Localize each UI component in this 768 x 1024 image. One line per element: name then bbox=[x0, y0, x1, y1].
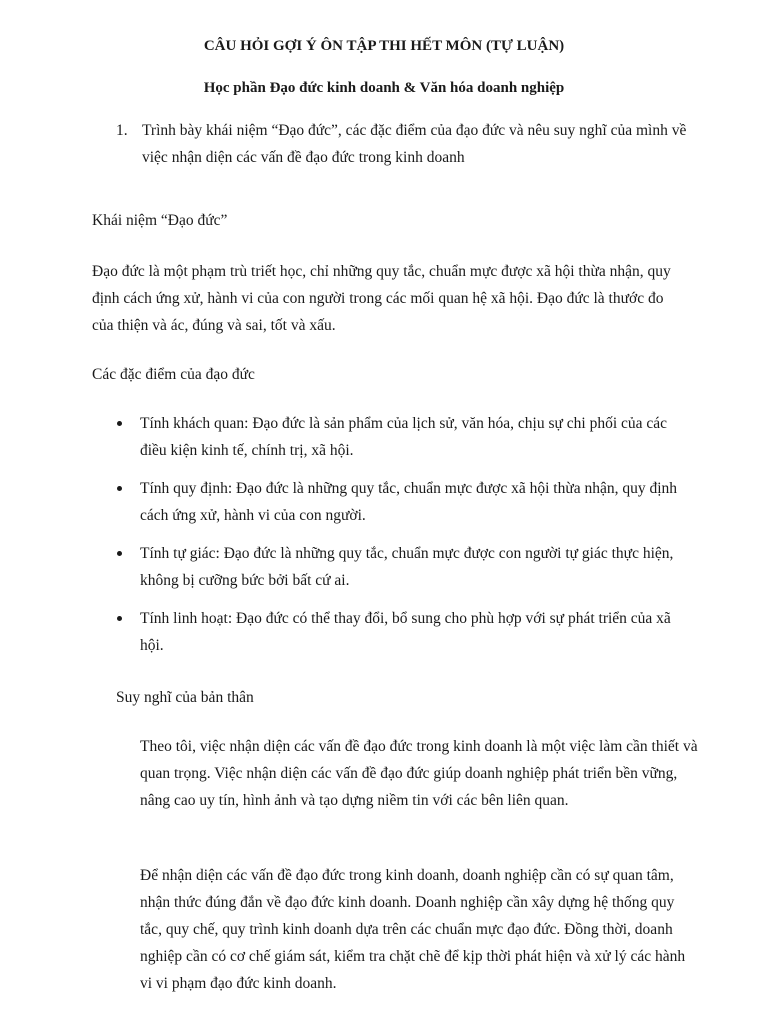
list-item bbox=[116, 410, 696, 464]
thoughts-paragraph-1: Theo tôi, việc nhận diện các vấn đề đạo đức trong kinh doanh là một việc làm cần thiết và quan trọng. Việc nhận diện các vấn đề đạo đức giúp doanh nghiệp phát triển bền vững, nâng cao uy tín, hình ảnh và tạo dựng niềm tin với các bên liên quan. bbox=[140, 738, 698, 809]
list-item bbox=[116, 605, 696, 659]
list-item bbox=[116, 540, 696, 594]
document-title: CÂU HỎI GỢI Ý ÔN TẬP THI HẾT MÔN (TỰ LUẬN) bbox=[203, 38, 565, 54]
bullet-icon bbox=[117, 421, 122, 426]
list-item bbox=[116, 475, 696, 529]
document-subtitle: Học phần Đạo đức kinh doanh & Văn hóa doanh nghiệp bbox=[203, 80, 565, 96]
question-item bbox=[116, 117, 696, 171]
feature-text: Tính khách quan: Đạo đức là sản phẩm của lịch sử, văn hóa, chịu sự chi phối của các điều kiện kinh tế, chính trị, xã hội. bbox=[140, 415, 668, 459]
thoughts-heading: Suy nghĩ của bản thân bbox=[116, 689, 254, 706]
concept-heading: Khái niệm “Đạo đức” bbox=[92, 212, 228, 229]
feature-text: Tính linh hoạt: Đạo đức có thể thay đổi, bổ sung cho phù hợp với sự phát triển của xã hội. bbox=[140, 610, 671, 654]
bullet-icon bbox=[117, 616, 122, 621]
concept-paragraph: Đạo đức là một phạm trù triết học, chỉ những quy tắc, chuẩn mực được xã hội thừa nhận, quy định cách ứng xử, hành vi của con người trong các mối quan hệ xã hội. Đạo đức là thước đo của thiện và ác, đúng và sai, tốt và xấu. bbox=[92, 263, 671, 334]
question-text: Trình bày khái niệm “Đạo đức”, các đặc điểm của đạo đức và nêu suy nghĩ của mình về việc nhận diện các vấn đề đạo đức trong kinh doanh bbox=[142, 122, 687, 166]
feature-text: Tính tự giác: Đạo đức là những quy tắc, chuẩn mực được con người tự giác thực hiện, không bị cưỡng bức bởi bất cứ ai. bbox=[140, 545, 674, 589]
bullet-icon bbox=[117, 551, 122, 556]
bullet-icon bbox=[117, 486, 122, 491]
features-list bbox=[116, 410, 696, 670]
feature-text: Tính quy định: Đạo đức là những quy tắc, chuẩn mực được xã hội thừa nhận, quy định cách ứng xử, hành vi của con người. bbox=[140, 480, 678, 524]
thoughts-paragraph-2: Để nhận diện các vấn đề đạo đức trong kinh doanh, doanh nghiệp cần có sự quan tâm, nhận thức đúng đắn về đạo đức kinh doanh. Doanh nghiệp cần xây dựng hệ thống quy tắc, quy chế, quy trình kinh doanh dựa trên các chuẩn mực đạo đức. Đồng thời, doanh nghiệp cần có cơ chế giám sát, kiểm tra chặt chẽ để kịp thời phát hiện và xử lý các hành vi vi phạm đạo đức kinh doanh. bbox=[140, 867, 686, 992]
features-heading: Các đặc điểm của đạo đức bbox=[92, 366, 255, 383]
question-number: 1. bbox=[116, 122, 128, 139]
